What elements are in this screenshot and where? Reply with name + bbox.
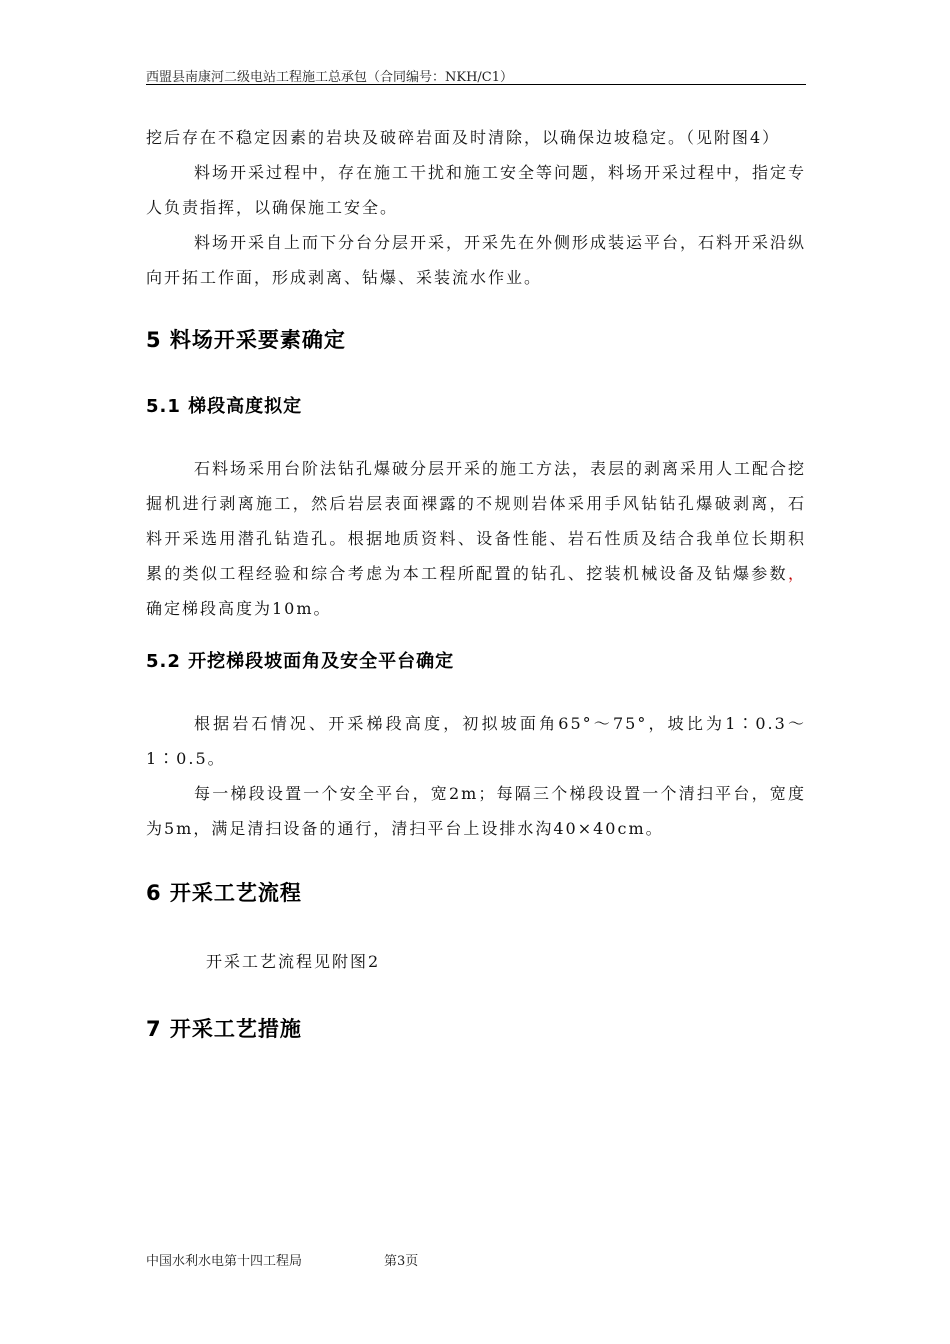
page-header-title: 西盟县南康河二级电站工程施工总承包（合同编号：NKH/C1） [146, 70, 514, 85]
footer-organization: 中国水利水电第十四工程局 [146, 1254, 303, 1269]
header-divider [146, 84, 806, 85]
section-5-1-text-end: 确定梯段高度为10m。 [146, 599, 332, 618]
section-5-1-paragraph [146, 451, 806, 626]
section-5-2-paragraph-1: 根据岩石情况、开采梯段高度，初拟坡面角65°～75°，坡比为1∶0.3～1∶0.5。 [146, 714, 806, 768]
section-6-paragraph: 开采工艺流程见附图2 [206, 952, 381, 971]
intro-paragraph-3: 料场开采自上而下分台分层开采，开采先在外侧形成装运平台，石料开采沿纵向开拓工作面，形成剥离、钻爆、采装流水作业。 [146, 233, 807, 287]
section-5-2-paragraph-2: 每一梯段设置一个安全平台，宽2m；每隔三个梯段设置一个清扫平台，宽度为5m，满足清扫设备的通行，清扫平台上设排水沟40×40cm。 [146, 784, 806, 838]
section-5-heading: 5 料场开采要素确定 [146, 328, 346, 352]
section-7-heading: 7 开采工艺措施 [146, 1017, 302, 1041]
intro-paragraph-1: 挖后存在不稳定因素的岩块及破碎岩面及时清除，以确保边坡稳定。（见附图4） [146, 128, 781, 147]
document-body [146, 120, 806, 1054]
section-5-1-text: 石料场采用台阶法钻孔爆破分层开采的施工方法，表层的剥离采用人工配合挖掘机进行剥离施工，然后岩层表面裸露的不规则岩体采用手风钻钻孔爆破剥离，石料开采选用潜孔钻造孔。根据地质资料、设备性能、岩石性质及结合我单位长期积累的类似工程经验和综合考虑为本工程所配置的钻孔、挖装机械设备及钻爆参数 [146, 459, 807, 583]
section-5-2-heading: 5.2 开挖梯段坡面角及安全平台确定 [146, 651, 455, 672]
section-5-1-heading: 5.1 梯段高度拟定 [146, 396, 303, 417]
footer-page-number: 第3页 [384, 1254, 419, 1269]
section-5-1-comma: ， [787, 564, 806, 583]
section-6-heading: 6 开采工艺流程 [146, 881, 302, 905]
intro-paragraph-2: 料场开采过程中，存在施工干扰和施工安全等问题，料场开采过程中，指定专人负责指挥，以确保施工安全。 [146, 163, 807, 217]
